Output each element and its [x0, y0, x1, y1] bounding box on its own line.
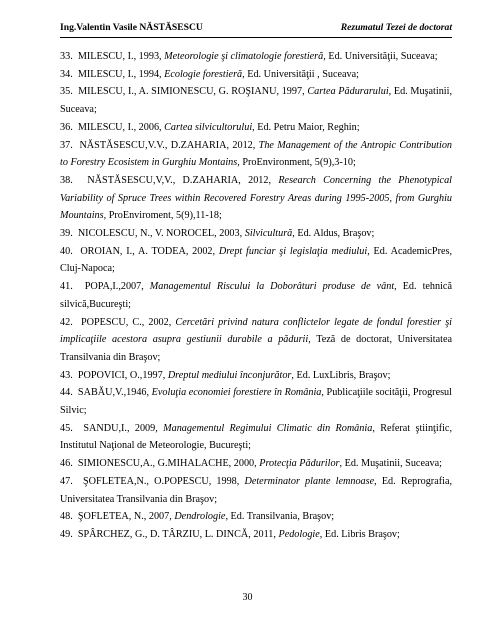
reference-authors: MILESCU, I., A. SIMIONESCU, G. ROŞIANU, 1997, [78, 86, 308, 98]
reference-publisher: , Ed. Muşatinii, Suceava; [339, 458, 442, 470]
reference-number: 38. [60, 174, 73, 186]
reference-entry [60, 243, 452, 278]
reference-number: 41. [60, 281, 73, 293]
reference-number: 37. [60, 139, 73, 151]
reference-authors: POPOVICI, O.,1997, [77, 369, 168, 381]
reference-entry [60, 473, 452, 508]
reference-publisher: , Publicaţiile socităţii, Progresul Silvic; [60, 387, 452, 417]
reference-entry [60, 225, 452, 243]
reference-publisher: , Ed. Transilvania, Braşov; [225, 511, 335, 523]
reference-authors: SABĂU,V.,1946, [77, 387, 152, 399]
reference-entry [60, 83, 452, 118]
reference-authors: POPA,I.,2007, [84, 281, 150, 293]
reference-publisher: , Ed. Universităţii , Suceava; [242, 68, 359, 80]
reference-title: Managementul Riscului la Doborâturi produse de vânt, [149, 281, 397, 293]
reference-publisher: , Ed. LuxLibris, Braşov; [291, 369, 391, 381]
reference-authors: NICOLESCU, N., V. NOROCEL, 2003, [77, 228, 245, 240]
reference-entry [60, 119, 452, 137]
page-number: 30 [242, 592, 253, 603]
reference-title: Determinator plante lemnoase [244, 475, 375, 487]
reference-title: Evoluţia economiei forestiere în România [151, 387, 322, 399]
reference-entry [60, 526, 452, 544]
reference-authors: NĂSTĂSESCU,V,V., D.ZAHARIA, 2012, [87, 174, 279, 186]
reference-title: Research Concerning the Phenotypical Variability of Spruce Trees within Recovered Forestry Areas during 1995-2005, from Gurghiu Mountains, [60, 174, 453, 222]
reference-entry [60, 420, 452, 455]
reference-publisher: , Teză de doctorat, Universitatea Transilvania din Braşov; [60, 334, 452, 363]
reference-authors: SPÂRCHEZ, G., D. TÂRZIU, L. DINCĂ, 2011, [77, 528, 279, 540]
reference-number: 49. [60, 528, 73, 540]
reference-authors: MILESCU, I., 2006, [77, 121, 165, 133]
reference-number: 39. [60, 228, 73, 240]
reference-title: Dreptul mediului înconjurător [167, 369, 292, 381]
reference-publisher: , Ed. Universităţii, Suceava; [323, 51, 438, 62]
reference-list [60, 48, 452, 544]
reference-title: Cercetări privind natura conflictelor legate de fondul forestier şi implicaţiile acestora asupra gestiunii durabile a pădurii [60, 316, 453, 346]
header-rule [60, 37, 452, 38]
reference-entry [60, 278, 452, 313]
reference-entry [60, 455, 452, 473]
reference-title: Protecţia Pădurilor [259, 458, 340, 470]
reference-authors: MILESCU, I., 1994, [77, 68, 165, 80]
reference-publisher: , Ed. Aldus, Braşov; [292, 228, 375, 240]
page-header [60, 22, 452, 38]
reference-number: 43. [60, 369, 73, 381]
reference-authors: SANDU,I., 2009, [83, 422, 164, 434]
reference-authors: OROIAN, I., A. TODEA, 2002, [80, 245, 219, 257]
reference-entry [60, 172, 452, 225]
header-title: Rezumatul Tezei de doctorat [340, 22, 452, 33]
reference-publisher: , Ed. Reprografia, Universitatea Transilvania din Braşov; [60, 475, 453, 505]
reference-publisher: , Ed. Muşatinii, Suceava; [60, 86, 453, 116]
reference-publisher: ProEnviroment, 5(9),11-18; [106, 210, 222, 222]
reference-authors: ŞOFLETEA,N., O.POPESCU, 1998, [83, 475, 245, 487]
reference-publisher: , Ed. Petru Maior, Reghin; [252, 121, 360, 133]
reference-title: Meteorologie şi climatologie forestieră [164, 51, 324, 62]
reference-title: Drept funciar şi legislaţia mediului [218, 245, 368, 257]
reference-title: Silvicultură [244, 228, 293, 240]
reference-publisher: Ed. tehnică silvică,Bucureşti; [60, 281, 452, 310]
reference-entry [60, 137, 452, 172]
reference-entry [60, 48, 452, 66]
reference-title: Cartea silvicultorului [164, 121, 253, 133]
reference-title: Dendrologie [174, 511, 226, 523]
reference-number: 45. [60, 422, 73, 434]
reference-publisher: ProEnvironment, 5(9),3-10; [239, 157, 356, 169]
reference-authors: POPESCU, C., 2002, [80, 316, 176, 328]
reference-entry [60, 314, 452, 367]
reference-title: Managementul Regimului Climatic din România [163, 422, 373, 434]
reference-publisher: , Ed. AcademicPres, Cluj-Napoca; [60, 245, 453, 275]
reference-title: The Management of the Antropic Contribution to Forestry Ecosistem in Gurghiu Montains, [60, 139, 453, 169]
reference-number: 42. [60, 316, 73, 328]
reference-authors: MILESCU, I., 1993, [77, 51, 165, 62]
reference-number: 44. [60, 387, 73, 399]
reference-publisher: , Ed. Libris Braşov; [319, 528, 400, 540]
reference-title: Ecologie forestieră [164, 68, 243, 80]
reference-number: 34. [60, 68, 73, 80]
reference-number: 46. [60, 458, 73, 470]
reference-entry [60, 367, 452, 385]
reference-authors: NĂSTĂSESCU,V.V., D.ZAHARIA, 2012, [79, 139, 259, 151]
reference-number: 48. [60, 511, 73, 523]
header-author: Ing.Valentin Vasile NĂSTĂSESCU [60, 22, 203, 33]
reference-title: Pedologie [278, 528, 320, 540]
reference-entry [60, 384, 452, 419]
reference-entry [60, 508, 452, 526]
reference-authors: ŞOFLETEA, N., 2007, [77, 511, 175, 523]
reference-publisher: , Referat ştiinţific, Institutul Naţional de Meteorologie, Bucureşti; [60, 422, 452, 452]
reference-number: 33. [60, 51, 73, 62]
reference-number: 40. [60, 245, 73, 257]
reference-number: 35. [60, 86, 73, 98]
reference-number: 36. [60, 121, 73, 133]
reference-authors: SIMIONESCU,A., G.MIHALACHE, 2000, [77, 458, 260, 470]
reference-number: 47. [60, 475, 73, 487]
reference-entry [60, 66, 452, 84]
reference-title: Cartea Pădurarului [307, 86, 389, 98]
